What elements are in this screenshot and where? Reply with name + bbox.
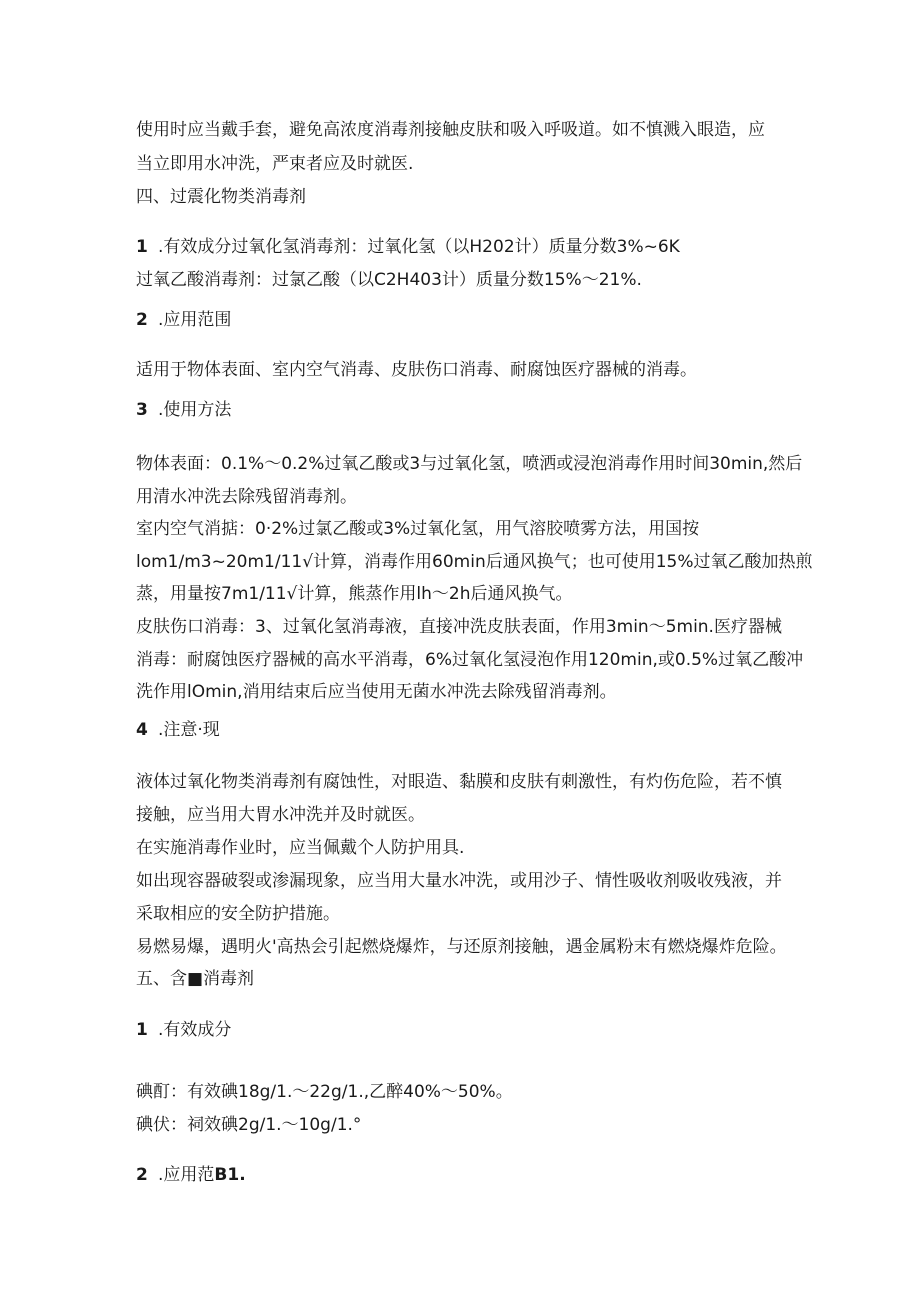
paragraph-line: 碘酊：有效碘18g∕1.〜22g∕1.,乙醉40%〜50%。 [136,1082,513,1102]
heading-text: .有效成分过氧化氢消毒剂：过氧化氢（以H202计）质量分数3%~6K [158,237,680,257]
paragraph-line: 采取相应的安全防护措施。 [136,904,340,924]
heading-number: 3 [136,400,148,420]
paragraph-line: 在实施消毒作业时，应当佩戴个人防护用具. [136,838,465,858]
heading-number: 1 [136,1020,148,1040]
subsection-heading [136,1018,231,1042]
heading-text: .有效成分 [158,1020,232,1040]
subsection-heading [136,235,680,259]
paragraph-line: 液体过氧化物类消毒剂有腐蚀性，对眼造、黏膜和皮肤有刺激性，有灼伤危险，若不慎 [136,772,782,792]
paragraph-line: 物体表面：0.1%〜0.2%过氧乙酸或3与过氧化氢，喷洒或浸泡消毒作用时间30min,然后 [136,454,803,474]
paragraph-line: 适用于物体表面、室内空气消毒、皮肤伤口消毒、耐腐蚀医疗器械的消毒。 [136,360,697,380]
paragraph-line: lom1∕m3~20m1∕11√计算，消毒作用60min后通风换气；也可使用15%过氧乙酸加热煎 [136,552,813,572]
paragraph-line: 如出现容器破裂或渗漏现象，应当用大量水冲洗，或用沙子、情性吸收剂吸收残液，并 [136,871,782,891]
subsection-heading [136,1163,246,1187]
subsection-heading [136,398,231,422]
heading-number: 2 [136,1165,148,1185]
heading-text: .应用范 [158,1165,215,1185]
paragraph-line: 当立即用水冲洗，严束者应及时就医. [136,154,414,174]
paragraph-line: 消毒：耐腐蚀医疗器械的高水平消毒，6%过氧化氢浸泡作用120min,或0.5%过氧乙酸冲 [136,650,804,670]
section-heading: 五、含■消毒剂 [136,969,255,989]
paragraph-line: 接触，应当用大胃水冲洗并及时就医。 [136,805,425,825]
paragraph-line: 使用时应当戴手套，避免高浓度消毒剂接触皮肤和吸入呼吸道。如不慎溅入眼造，应 [136,120,765,140]
paragraph-line: 洗作用lOmin,消用结束后应当使用无菌水冲洗去除残留消毒剂。 [136,682,617,702]
heading-text-tail: B1. [214,1165,246,1185]
heading-number: 2 [136,310,148,330]
subsection-heading [136,718,220,742]
heading-text: .应用范围 [158,310,232,330]
paragraph-line: 用清水冲洗去除残留消毒剂。 [136,487,357,507]
subsection-heading [136,308,231,332]
heading-number: 4 [136,720,148,740]
paragraph-line: 皮肤伤口消毒：3、过氧化氢消毒液，直接冲洗皮肤表面，作用3min〜5min.医疗器械 [136,617,782,637]
paragraph-line: 易燃易爆，遇明火'高热会引起燃烧爆炸，与还原剂接触，遇金属粉末有燃烧爆炸危险。 [136,937,787,957]
heading-text: .使用方法 [158,400,232,420]
paragraph-line: 碘伏：祠效碘2g∕1.〜10g∕1.° [136,1115,362,1135]
paragraph-line: 过氧乙酸消毒剂：过氯乙酸（以C2H403计）质量分数15%〜21%. [136,270,642,290]
heading-text: .注意·现 [158,720,220,740]
section-heading: 四、过震化物类消毒剂 [136,187,306,207]
paragraph-line: 蒸，用量按7m1∕11√计算，熊蒸作用lh〜2h后通风换气。 [136,584,573,604]
heading-number: 1 [136,237,148,257]
paragraph-line: 室内空气消掂：0·2%过氯乙酸或3%过氧化氢，用气溶胶喷雾方法，用国按 [136,519,700,539]
